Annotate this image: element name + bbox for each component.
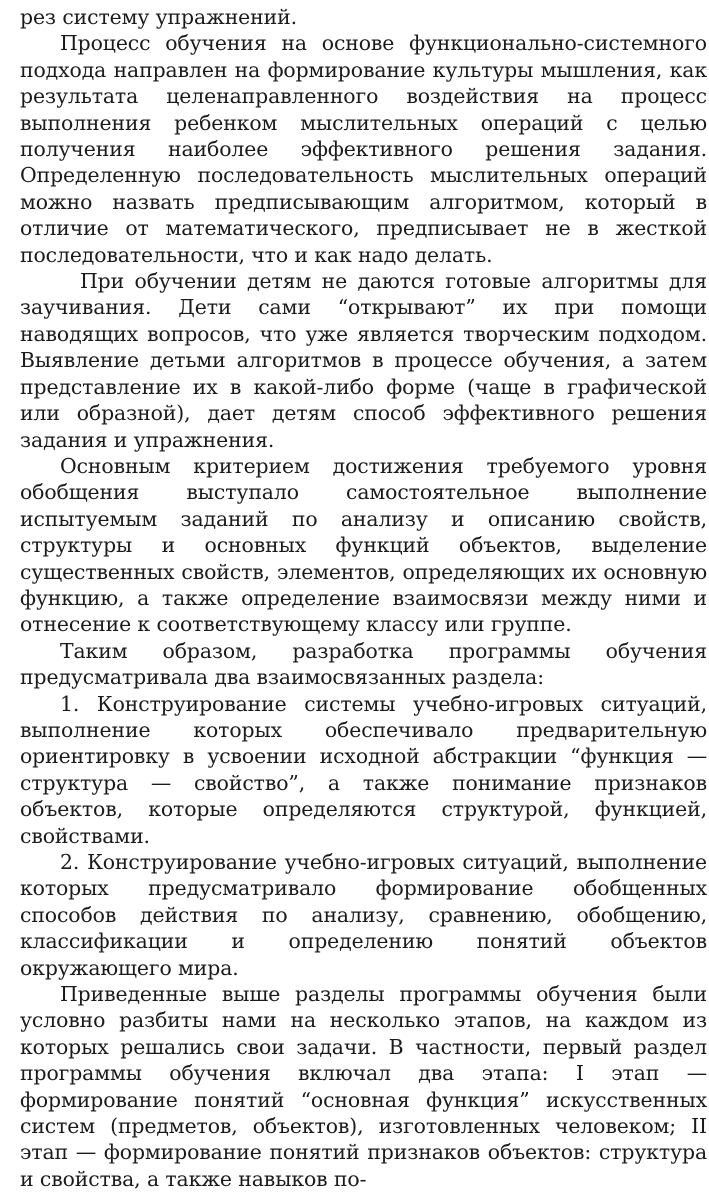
list-item-2: 2. Конструирование учебно-игровых ситуаций, выполнение которых предусматривало формирование обобщенных способов действия по анализу, сравнению, обобщению, классификации и определению понятий объектов окружающего мира. <box>20 850 707 980</box>
paragraph-algorithms: При обучении детям не даются готовые алгоритмы для заучивания. Дети сами “открывают” их при помощи наводящих вопросов, что уже является творческим подходом. Выявление детьми алгоритмов в процессе обучения, а затем представление их в какой-либо форме (чаще в графической или образной), дает детям способ эффективного решения задания и упражнения. <box>20 269 707 452</box>
paragraph-criterion: Основным критерием достижения требуемого уровня обобщения выступало самостоятельное выполнение испытуемым заданий по анализу и описанию свойств, структуры и основных функций объектов, выделение существенных свойств, элементов, определяющих их основную функцию, а также определение взаимосвязи между ними и отнесение к соответствующему классу или группе. <box>20 453 707 637</box>
paragraph-continuation: рез систему упражнений. <box>20 5 298 29</box>
list-item-1: 1. Конструирование системы учебно-игровых ситуаций, выполнение которых обеспечивало предварительную ориентировку в усвоении исходной абстракции “функция — структура — свойство”, а также понимание признаков объектов, которые определяются структурой, функцией, свойствами. <box>20 691 707 848</box>
paragraph-learning-process: Процесс обучения на основе функционально-системного подхода направлен на формирование культуры мышления, как результата целенаправленного воздействия на процесс выполнения ребенком мыслительных операций с целью получения наиболее эффективного решения задания. Определенную последовательность мыслительных операций можно назвать предписывающим алгоритмом, который в отличие от математического, предписывает не в жесткой последовательности, что и как надо делать. <box>20 31 707 267</box>
paragraph-stages: Приведенные выше разделы программы обучения были условно разбиты нами на несколько этапов, на каждом из которых решались свои задачи. В частности, первый раздел программы обучения включал два этапа: I этап — формирование понятий “основная функция” искусственных систем (предметов, объектов), изготовленных человеком; II этап — формирование понятий признаков объектов: структура и свойства, а также навыков по- <box>20 982 707 1191</box>
paragraph-program-sections: Таким образом, разработка программы обучения предусматривала два взаимосвязанных раздела: <box>20 638 707 690</box>
